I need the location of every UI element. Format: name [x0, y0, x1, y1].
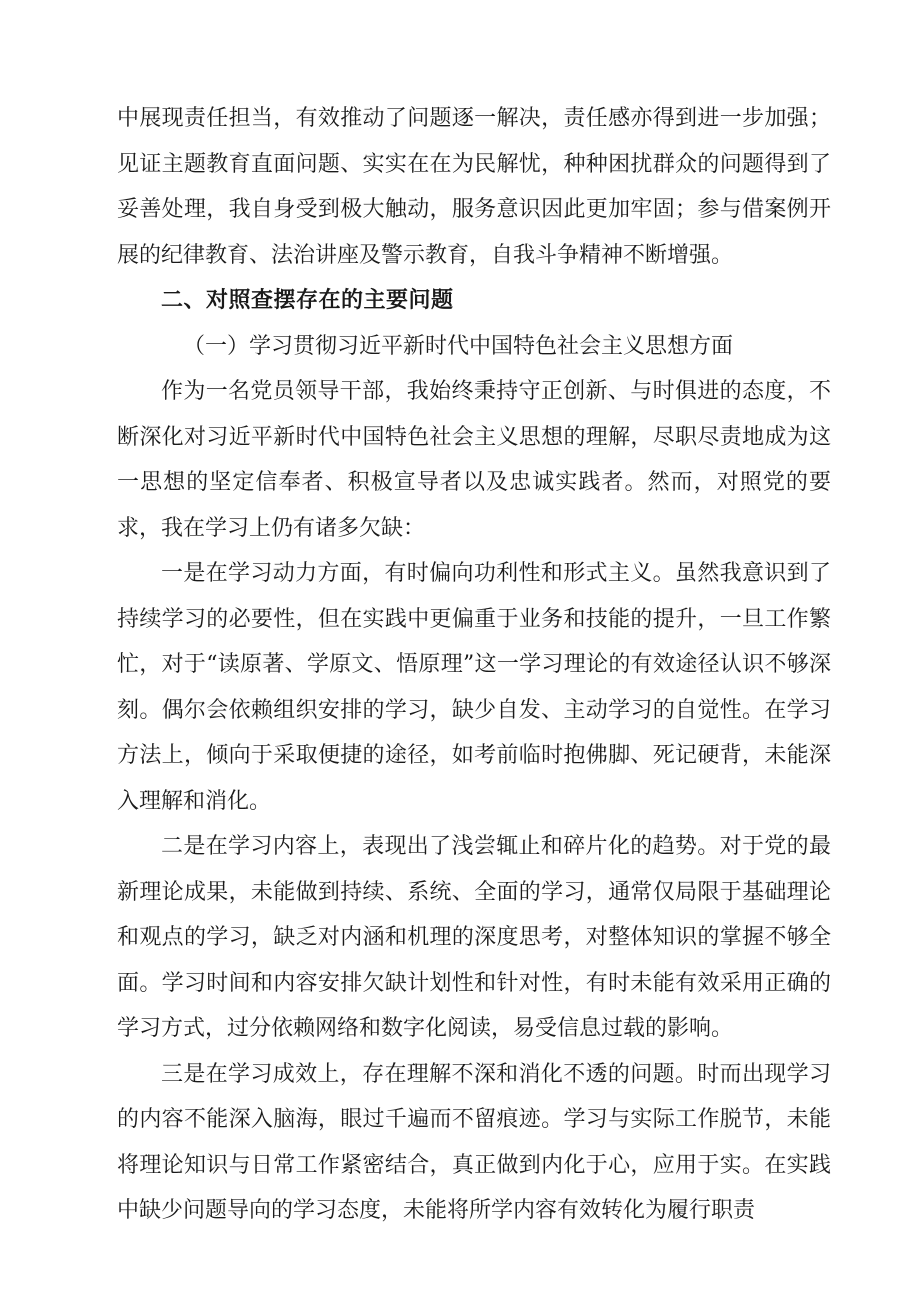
- document-body: [117, 96, 831, 1234]
- paragraph-point-one: 一是在学习动力方面，有时偏向功利性和形式主义。虽然我意识到了持续学习的必要性，但在实践中更偏重于业务和技能的提升，一旦工作繁忙，对于“读原著、学原文、悟原理”这一学习理论的有效途径认识不够深刻。偶尔会依赖组织安排的学习，缺少自发、主动学习的自觉性。在学习方法上，倾向于采取便捷的途径，如考前临时抱佛脚、死记硬背，未能深入理解和消化。: [117, 561, 831, 814]
- paragraph-point-three: 三是在学习成效上，存在理解不深和消化不透的问题。时而出现学习的内容不能深入脑海，眼过千遍而不留痕迹。学习与实际工作脱节，未能将理论知识与日常工作紧密结合，真正做到内化于心，应用于实。在实践中缺少问题导向的学习态度，未能将所学内容有效转化为履行职责: [117, 1061, 831, 1223]
- section-heading: 二、对照查摆存在的主要问题: [161, 288, 454, 313]
- paragraph-continuation: 中展现责任担当，有效推动了问题逐一解决，责任感亦得到进一步加强；见证主题教育直面问题、实实在在为民解忧，种种困扰群众的问题得到了妥善处理，我自身受到极大触动，服务意识因此更加牢固；参与借案例开展的纪律教育、法治讲座及警示教育，自我斗争精神不断增强。: [117, 106, 831, 268]
- subsection-heading: （一）学习贯彻习近平新时代中国特色社会主义思想方面: [183, 333, 734, 359]
- paragraph-intro: 作为一名党员领导干部，我始终秉持守正创新、与时俱进的态度，不断深化对习近平新时代中国特色社会主义思想的理解，尽职尽责地成为这一思想的坚定信奉者、积极宣导者以及忠诚实践者。然而，对照党的要求，我在学习上仍有诸多欠缺：: [117, 379, 831, 541]
- paragraph-point-two: 二是在学习内容上，表现出了浅尝辄止和碎片化的趋势。对于党的最新理论成果，未能做到持续、系统、全面的学习，通常仅局限于基础理论和观点的学习，缺乏对内涵和机理的深度思考，对整体知识的掌握不够全面。学习时间和内容安排欠缺计划性和针对性，有时未能有效采用正确的学习方式，过分依赖网络和数字化阅读，易受信息过载的影响。: [117, 834, 831, 1041]
